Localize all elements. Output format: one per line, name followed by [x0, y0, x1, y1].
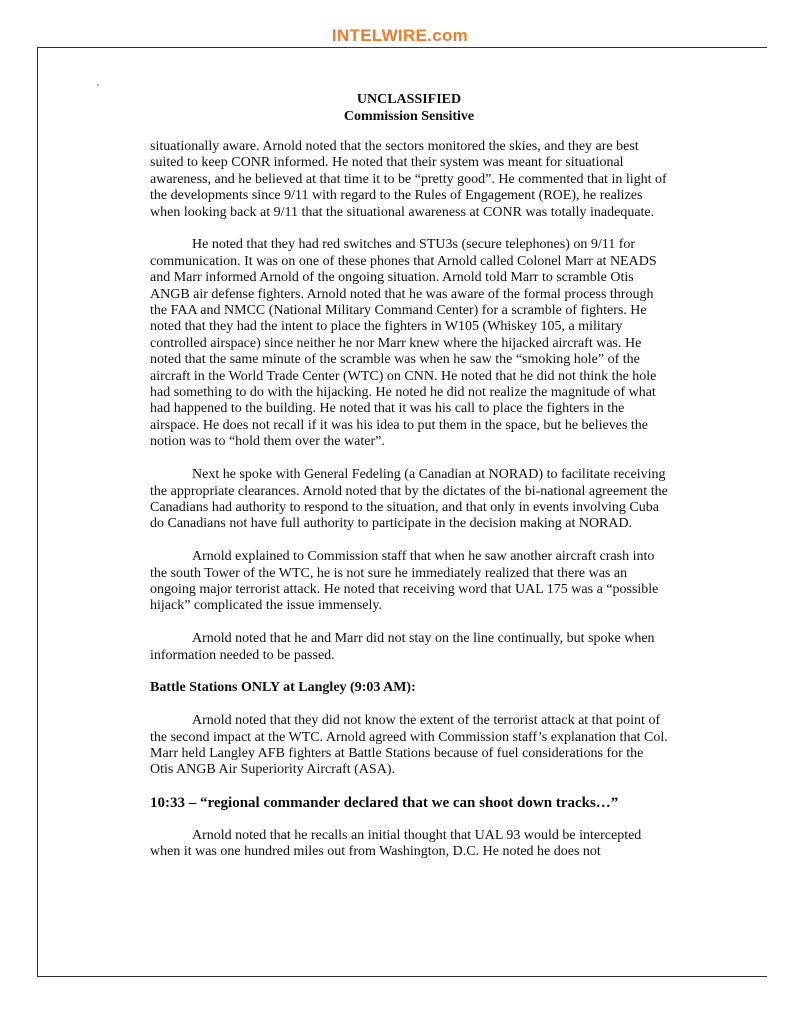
border-left-rule — [37, 47, 38, 977]
classification-label: UNCLASSIFIED — [356, 92, 462, 107]
paragraph-ual93-intercept: Arnold noted that he recalls an initial thought that UAL 93 would be intercepted when it was one hundred miles out from Washington, D.C. He noted he does not — [150, 827, 642, 860]
paragraph-phone-line: Arnold noted that he and Marr did not stay on the line continually, but spoke when information needed to be passed. — [150, 631, 655, 663]
section-heading-shoot-down: 10:33 – “regional commander declared that we can shoot down tracks…” — [150, 795, 619, 812]
intelwire-watermark: INTELWIRE.com — [331, 26, 469, 45]
paragraph-secure-telephones: He noted that they had red switches and STU3s (secure telephones) on 9/11 for communication. It was on one of these phones that Arnold called Colonel Marr at NEADS and Marr informed Arnold of the ongoing situation. Arnold told Marr to scramble Otis ANGB air defense fighters. Arnold noted that he was aware of the formal process through the FAA and NMCC (National Military Command Center) for a scramble of fighters. He noted that they had the intent to place the fighters in W105 (Whiskey 105, a military controlled airspace) since neither he nor Marr knew where the hijacked aircraft was. He noted that the same minute of the scramble was when he saw the “smoking hole” of the aircraft in the World Trade Center (WTC) on CNN. He noted that he did not think the hole had something to do with the hijacking. He noted he did not realize the magnitude of what had happened to the building. He noted that it was his call to place the fighters in the airspace. He does not recall if it was his idea to put them in the space, but he believes the notion was to “hold them over the water”. — [150, 237, 657, 450]
paragraph-norad-clearances: Next he spoke with General Fedeling (a Canadian at NORAD) to facilitate receiving the appropriate clearances. Arnold noted that by the dictates of the bi-national agreement the Canadians had authority to respond to the situation, and that only in events involving Cuba do Canadians not have full authority to participate in the decision making at NORAD. — [150, 467, 668, 532]
scan-speck — [97, 84, 99, 86]
document-header — [0, 91, 800, 125]
section-heading-battle-stations: Battle Stations ONLY at Langley (9:03 AM): — [150, 680, 416, 696]
sensitivity-label: Commission Sensitive — [343, 109, 475, 124]
paragraph-situational-awareness: situationally aware. Arnold noted that the sectors monitored the skies, and they are best suited to keep CONR informed. He noted that their system was meant for situational awareness, and he believed at that time it to be “pretty good”. He commented that in light of the developments since 9/11 with regard to the Rules of Engagement (ROE), he realizes when looking back at 9/11 that the situational awareness at CONR was totally inadequate. — [150, 139, 667, 220]
paragraph-langley-fighters: Arnold noted that they did not know the extent of the terrorist attack at that point of the second impact at the WTC. Arnold agreed with Commission staff’s explanation that Col. Marr held Langley AFB fighters at Battle Stations because of fuel considerations for the Otis ANGB Air Superiority Aircraft (ASA). — [150, 713, 668, 778]
border-bottom-rule — [37, 976, 767, 977]
document-body — [150, 139, 670, 877]
paragraph-second-crash: Arnold explained to Commission staff that when he saw another aircraft crash into the south Tower of the WTC, he is not sure he immediately realized that there was an ongoing major terrorist attack. He noted that receiving word that UAL 175 was a “possible hijack” complicated the issue immensely. — [150, 549, 659, 614]
border-top-rule — [37, 47, 767, 48]
